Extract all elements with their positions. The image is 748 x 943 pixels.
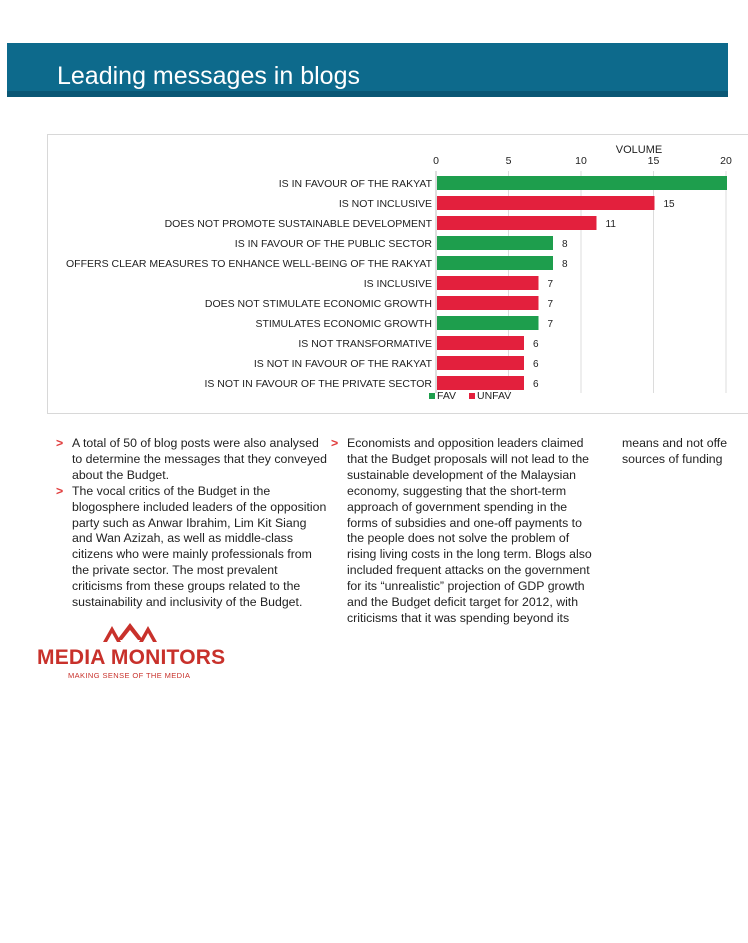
legend-label: FAV: [437, 390, 457, 402]
x-tick-label: 15: [647, 155, 660, 167]
category-label: OFFERS CLEAR MEASURES TO ENHANCE WELL-BEING OF THE RAKYAT: [65, 258, 432, 270]
logo-name: MEDIA MONITORS: [37, 646, 226, 669]
category-label: IS NOT IN FAVOUR OF THE RAKYAT: [253, 358, 432, 370]
category-label: IS IN FAVOUR OF THE RAKYAT: [278, 178, 432, 190]
category-label: STIMULATES ECONOMIC GROWTH: [255, 318, 432, 330]
bullet-marker: >: [331, 436, 339, 450]
category-label: IS NOT TRANSFORMATIVE: [298, 338, 432, 350]
bullet-item: [331, 436, 599, 627]
text-line: sources of funding: [622, 451, 723, 466]
chart-container: [47, 134, 748, 414]
data-label: 8: [562, 259, 568, 270]
text-column-2: [331, 436, 599, 627]
bar: [437, 216, 597, 230]
legend-swatch: [469, 393, 475, 399]
bullet-marker: >: [56, 483, 64, 498]
data-label: 6: [533, 379, 539, 390]
bullet-text: Economists and opposition leaders claimed that the Budget proposals will not lead to the sustainable development of the Malaysian economy, suggesting that the short-term approach of government spending in the forms of subsidies and one-off payments to the people does not solve the problem of rising living costs in the long term. Blogs also included frequent attacks on the government for its “unrealistic” projection of GDP growth and the Budget deficit target for 2012, with criticisms that it was spending beyond its: [347, 436, 592, 625]
text-column-1: [56, 436, 328, 611]
x-tick-label: 20: [720, 155, 732, 167]
bullet-marker: >: [56, 436, 64, 450]
bar: [437, 176, 727, 190]
bar: [437, 316, 539, 330]
category-label: DOES NOT PROMOTE SUSTAINABLE DEVELOPMENT: [164, 218, 432, 230]
data-label: 6: [533, 359, 539, 370]
logo-tagline: MAKING SENSE OF THE MEDIA: [68, 671, 191, 680]
category-label: IS NOT INCLUSIVE: [338, 198, 432, 210]
bullet-text: A total of 50 of blog posts were also analysed to determine the messages that they conveyed about the Budget.: [72, 436, 327, 482]
legend-swatch: [429, 393, 435, 399]
bar: [437, 236, 553, 250]
x-tick-label: 10: [575, 155, 587, 167]
text-line: means and not offe: [622, 436, 728, 450]
bullet-text: The vocal critics of the Budget in the blogosphere included leaders of the opposition party such as Anwar Ibrahim, Lim Kit Siang and Wan Azizah, as well as middle-class citizens who were mainly professionals from the private sector. The most prevalent criticisms from these groups related to the sustainability and inclusivity of the Budget.: [72, 483, 327, 610]
category-label: DOES NOT STIMULATE ECONOMIC GROWTH: [204, 298, 432, 310]
data-label: 7: [547, 319, 554, 330]
bar-chart: [48, 135, 748, 413]
category-label: IS INCLUSIVE: [363, 278, 432, 290]
category-label: IS NOT IN FAVOUR OF THE PRIVATE SECTOR: [204, 378, 432, 390]
x-tick-label: 0: [433, 155, 439, 167]
bar: [437, 336, 524, 350]
data-label: 11: [605, 219, 616, 230]
x-tick-label: 5: [505, 155, 512, 167]
axis-title: VOLUME: [615, 144, 663, 156]
legend-label: UNFAV: [477, 390, 512, 402]
bar: [437, 256, 553, 270]
data-label: 7: [547, 299, 554, 310]
page-title: Leading messages in blogs: [57, 62, 360, 90]
data-label: 7: [547, 279, 554, 290]
category-label: IS IN FAVOUR OF THE PUBLIC SECTOR: [234, 238, 432, 250]
bullet-item: [56, 484, 328, 611]
data-label: 6: [533, 339, 539, 350]
bar: [437, 376, 524, 390]
bar: [437, 276, 539, 290]
bullet-item: [56, 436, 328, 484]
bar: [437, 356, 524, 370]
bar: [437, 296, 539, 310]
data-label: 15: [663, 199, 675, 210]
bar: [437, 196, 655, 210]
text-column-3: [622, 436, 742, 468]
data-label: 8: [562, 239, 568, 250]
